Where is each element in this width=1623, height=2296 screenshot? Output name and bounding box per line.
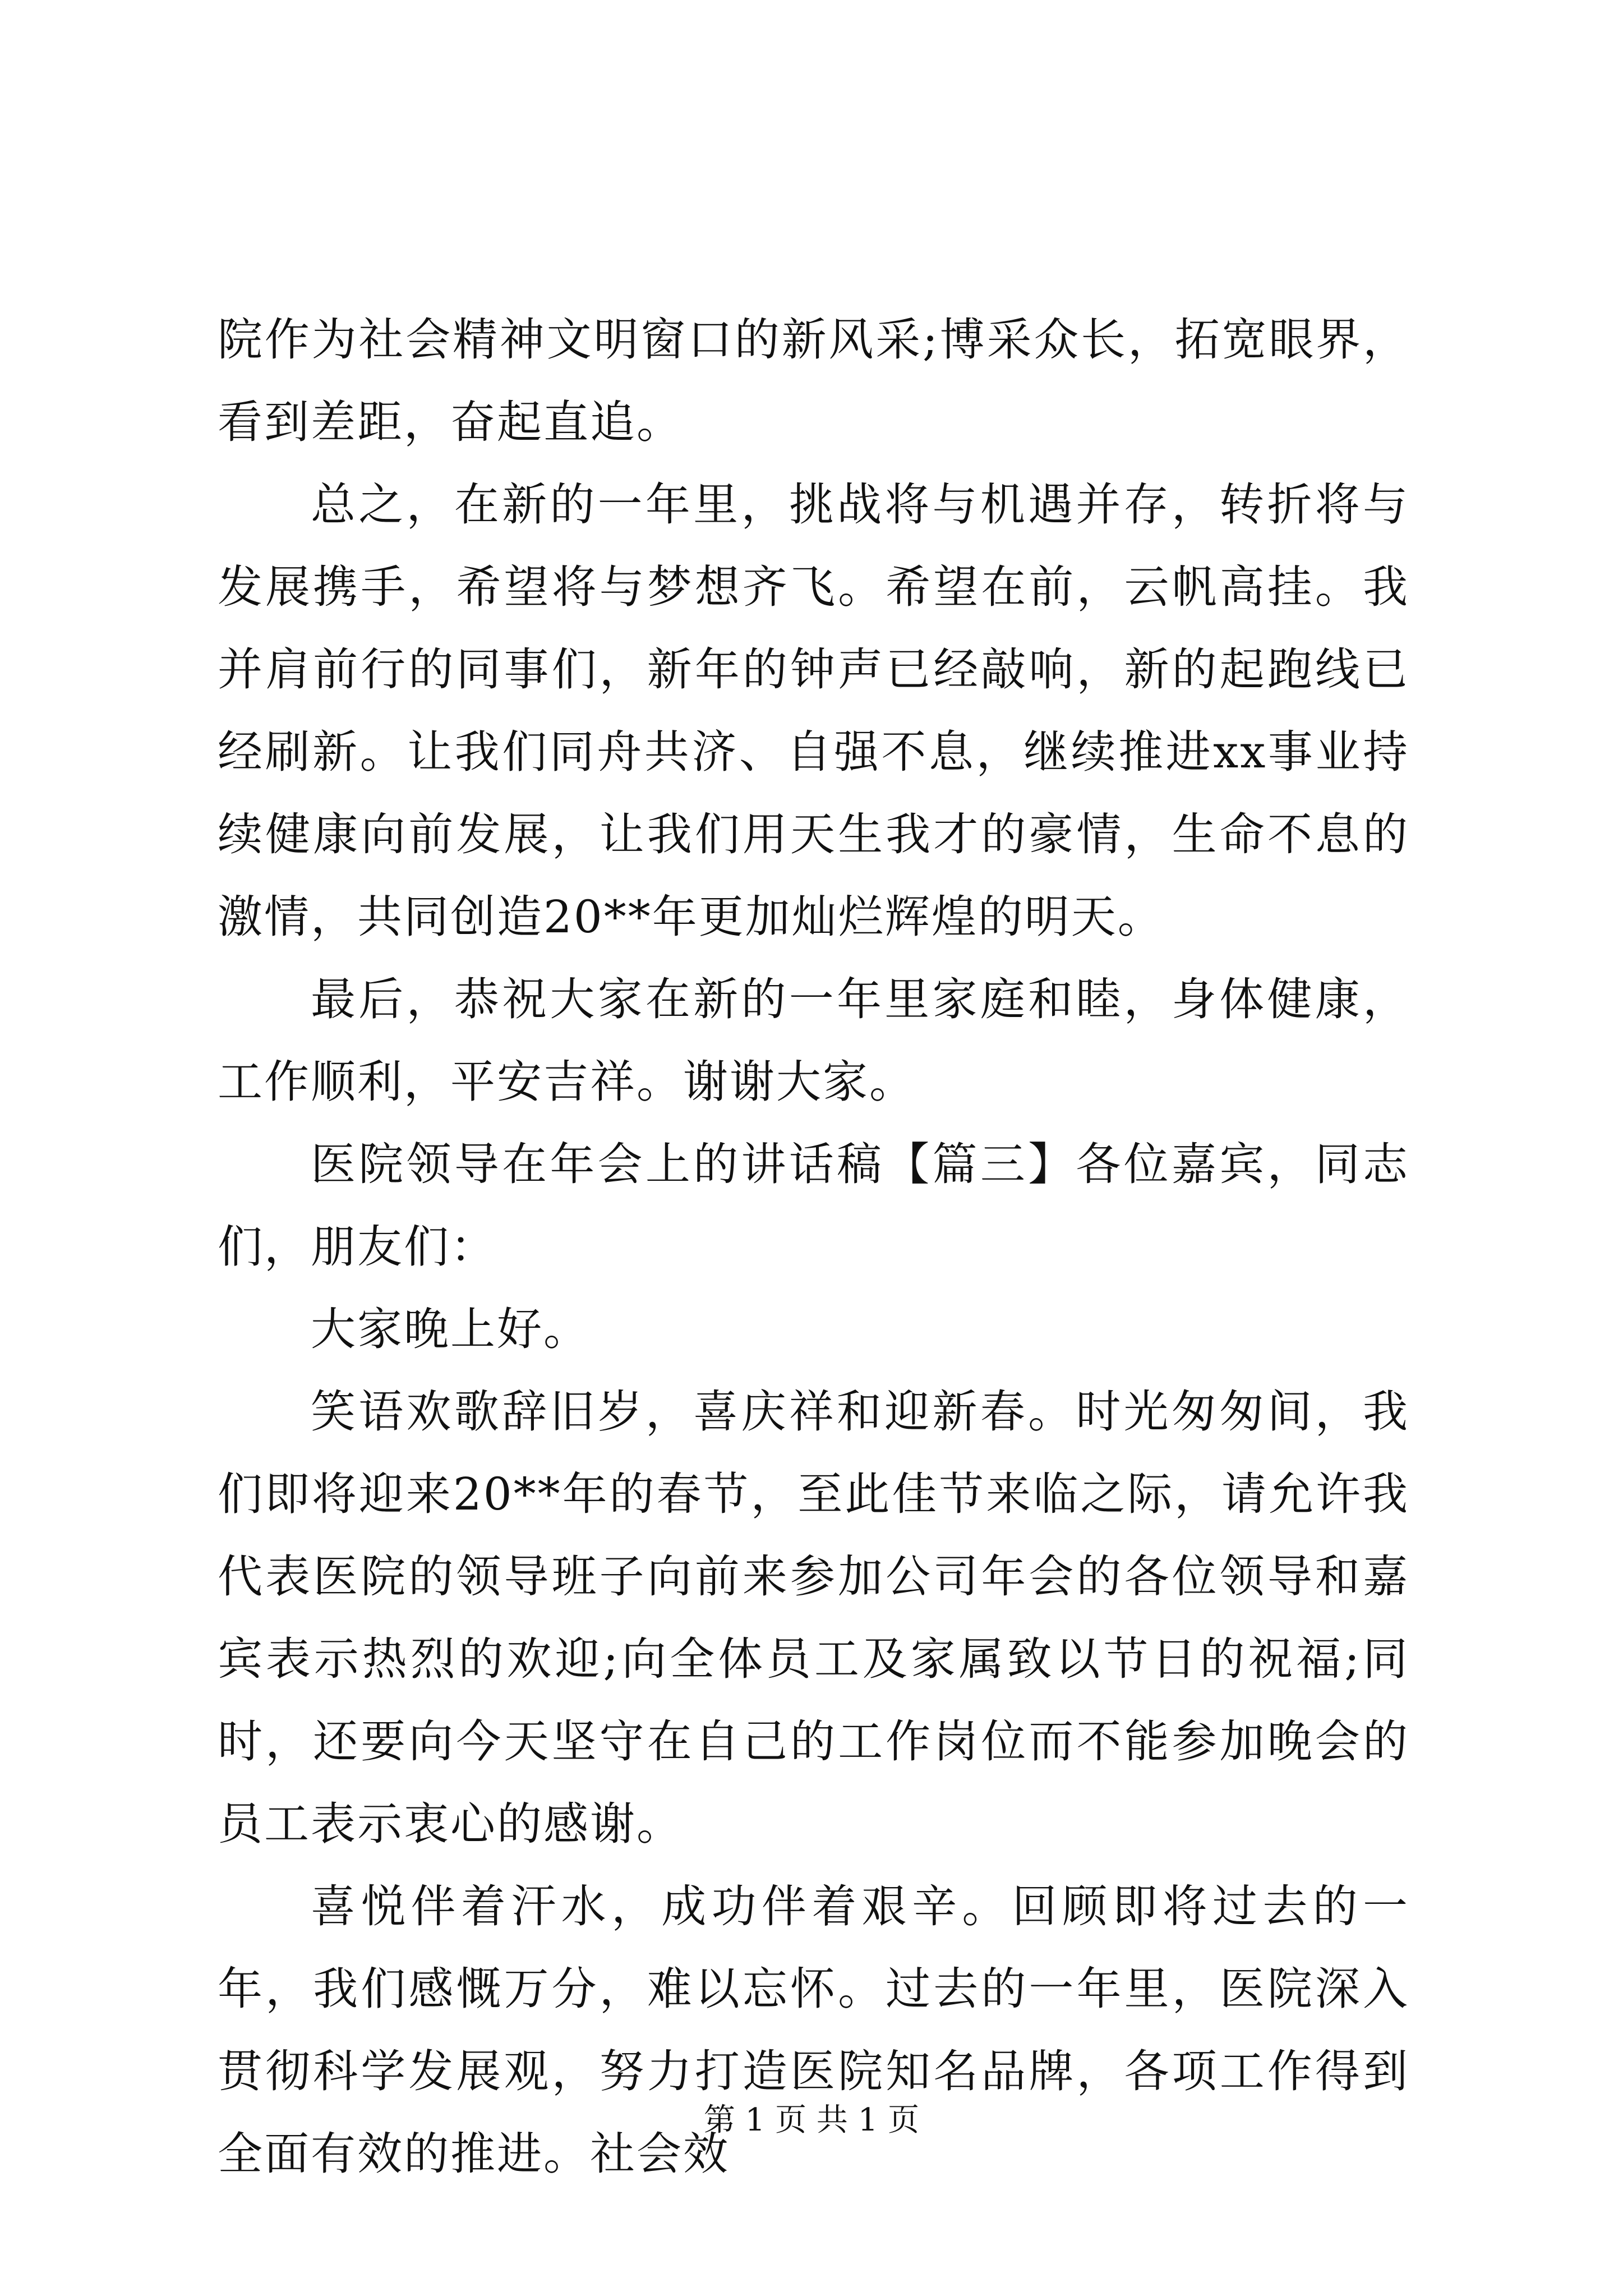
paragraph-5: 大家晚上好。 <box>311 1303 590 1355</box>
page-number-label: 第 1 页 共 1 页 <box>703 2102 920 2138</box>
paragraph-6: 笑语欢歌辞旧岁，喜庆祥和迎新春。时光匆匆间，我们即将迎来20**年的春节，至此佳节来临之际，请允许我代表医院的领导班子向前来参加公司年会的各位领导和嘉宾表示热烈的欢迎;向全体员工及家属致以节日的祝福;同时，还要向今天坚守在自己的工作岗位而不能参加晚会的员工表示衷心的感谢。 <box>218 1386 1409 1850</box>
paragraph-4: 医院领导在年会上的讲话稿【篇三】各位嘉宾，同志们，朋友们： <box>218 1138 1409 1273</box>
paragraph-1: 院作为社会精神文明窗口的新风采;博采众长，拓宽眼界，看到差距，奋起直追。 <box>218 314 1409 448</box>
document-body <box>218 298 1409 2195</box>
page-footer <box>0 2101 1623 2140</box>
paragraph-3: 最后，恭祝大家在新的一年里家庭和睦，身体健康，工作顺利，平安吉祥。谢谢大家。 <box>218 973 1409 1108</box>
paragraph-7: 喜悦伴着汗水，成功伴着艰辛。回顾即将过去的一年，我们感慨万分，难以忘怀。过去的一年里，医院深入贯彻科学发展观，努力打造医院知名品牌，各项工作得到全面有效的推进。社会效 <box>218 1880 1409 2180</box>
paragraph-2: 总之，在新的一年里，挑战将与机遇并存，转折将与发展携手，希望将与梦想齐飞。希望在前，云帆高挂。我并肩前行的同事们，新年的钟声已经敲响，新的起跑线已经刷新。让我们同舟共济、自强不息，继续推进xx事业持续健康向前发展，让我们用天生我才的豪情，生命不息的激情，共同创造20**年更加灿烂辉煌的明天。 <box>218 478 1409 943</box>
